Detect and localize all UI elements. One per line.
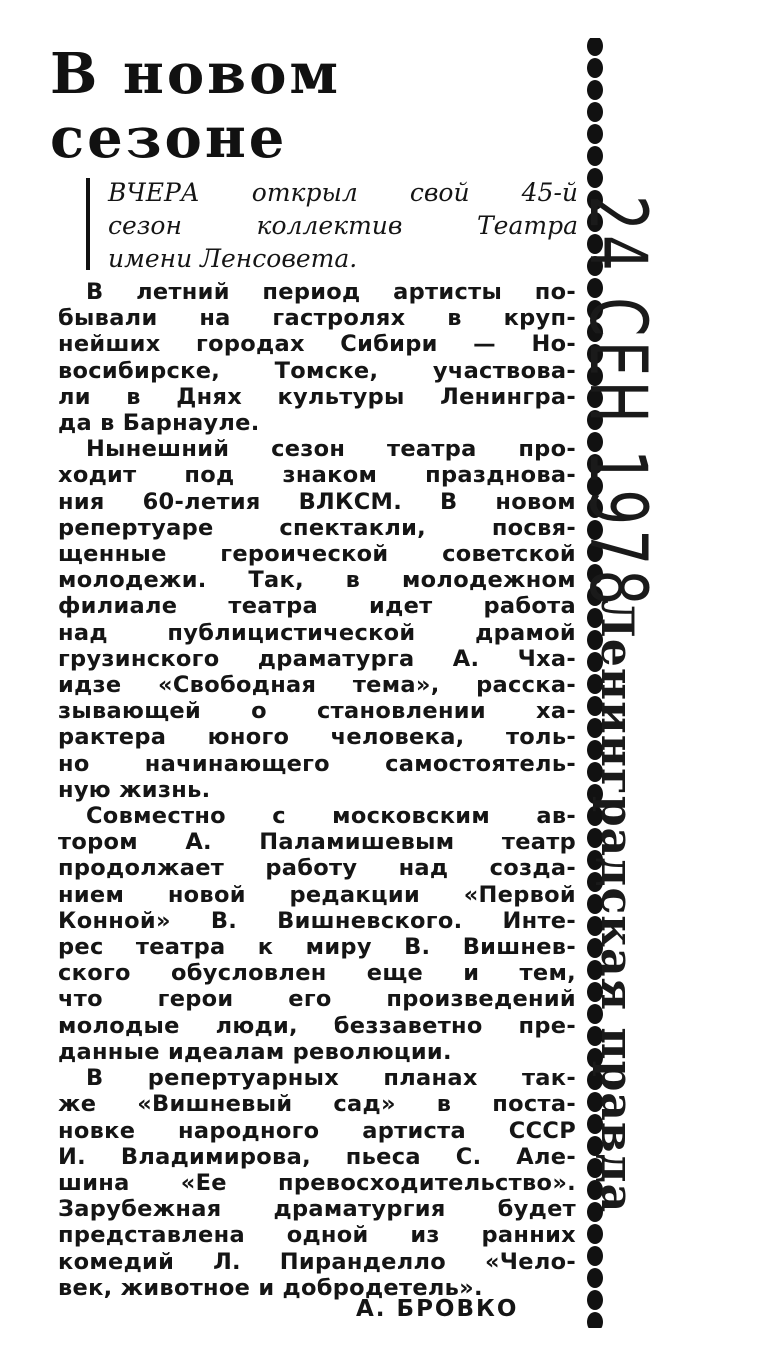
body-line: продолжает работу над созда-: [58, 855, 576, 882]
body-line: В летний период артисты по-: [86, 279, 576, 305]
body-line: рес театра к миру В. Вишнев-: [58, 934, 576, 961]
body-line: шина «Ее превосходительство».: [58, 1169, 576, 1196]
body-line: щенные героической советской: [58, 541, 576, 568]
scallop-dot: [587, 1246, 603, 1266]
headline: [50, 42, 530, 170]
body-line: Конной» В. Вишневского. Инте-: [58, 907, 576, 934]
body-line: репертуаре спектакли, посвя-: [58, 514, 576, 541]
newspaper-name: Ленинградская правда: [591, 599, 643, 1214]
lead-line: ВЧЕРА открыл свой 45-й: [108, 178, 578, 207]
body-line: ходит под знаком празднова-: [58, 462, 576, 489]
body-line: Нынешний сезон театра про-: [86, 436, 576, 463]
headline-line: сезоне: [50, 105, 288, 171]
scallop-dot: [587, 38, 603, 56]
body-line: идзе «Свободная тема», расска-: [58, 672, 576, 699]
stamp-date: 24 СЕН 1978: [572, 195, 662, 610]
body-line: грузинского драматурга А. Чха-: [58, 645, 576, 672]
body-line: данные идеалам революции.: [58, 1038, 452, 1065]
body-line: филиале театра идет работа: [58, 593, 576, 620]
lead-rule: [86, 178, 90, 270]
scallop-dot: [587, 1268, 603, 1288]
body-line: ли в Днях культуры Ленингра-: [58, 383, 576, 410]
body-line: бывали на гастролях в круп-: [58, 305, 576, 332]
lead-line: имени Ленсовета.: [108, 244, 358, 273]
body-line: зывающей о становлении ха-: [58, 698, 576, 725]
body-line: представлена одной из ранних: [58, 1222, 576, 1249]
scallop-dot: [587, 1224, 603, 1244]
body-line: молодые люди, беззаветно пре-: [58, 1012, 576, 1039]
lead-line: сезон коллектив Театра: [108, 211, 578, 240]
body-line: восибирске, Томске, участвова-: [58, 357, 576, 384]
body-line: да в Барнауле.: [58, 410, 260, 437]
scallop-dot: [587, 58, 603, 78]
scallop-dot: [587, 80, 603, 100]
scallop-dot: [587, 1312, 603, 1328]
author-signature: А. БРОВКО: [356, 1296, 519, 1322]
body-line: И. Владимирова, пьеса С. Але-: [58, 1143, 576, 1170]
article-body: [58, 279, 576, 1301]
body-line: но начинающего самостоятель-: [58, 750, 576, 777]
date-stamp: [572, 195, 662, 1213]
scallop-dot: [587, 146, 603, 166]
body-line: нием новой редакции «Первой: [58, 881, 576, 908]
body-line: комедий Л. Пиранделло «Чело-: [58, 1248, 576, 1275]
scallop-dot: [587, 102, 603, 122]
body-line: Зарубежная драматургия будет: [58, 1196, 576, 1223]
body-line: тором А. Паламишевым театр: [58, 829, 576, 856]
body-line: рактера юного человека, толь-: [58, 724, 576, 751]
scallop-dot: [587, 168, 603, 188]
scallop-dot: [587, 124, 603, 144]
lead-paragraph: [108, 176, 578, 275]
body-line: В репертуарных планах так-: [86, 1065, 576, 1092]
body-line: над публицистической драмой: [58, 619, 576, 646]
body-line: нейших городах Сибири — Но-: [58, 331, 576, 358]
body-line: ского обусловлен еще и тем,: [58, 960, 576, 987]
body-line: молодежи. Так, в молодежном: [58, 567, 576, 594]
body-line: же «Вишневый сад» в поста-: [58, 1091, 576, 1118]
body-line: век, животное и добродетель».: [58, 1274, 483, 1301]
body-line: ную жизнь.: [58, 776, 211, 803]
body-line: новке народного артиста СССР: [58, 1117, 576, 1144]
body-line: что герои его произведений: [58, 986, 576, 1013]
scallop-dot: [587, 1290, 603, 1310]
body-line: Совместно с московским ав-: [86, 803, 576, 830]
body-line: ния 60-летия ВЛКСМ. В новом: [58, 488, 576, 515]
headline-line: В новом: [50, 41, 342, 107]
